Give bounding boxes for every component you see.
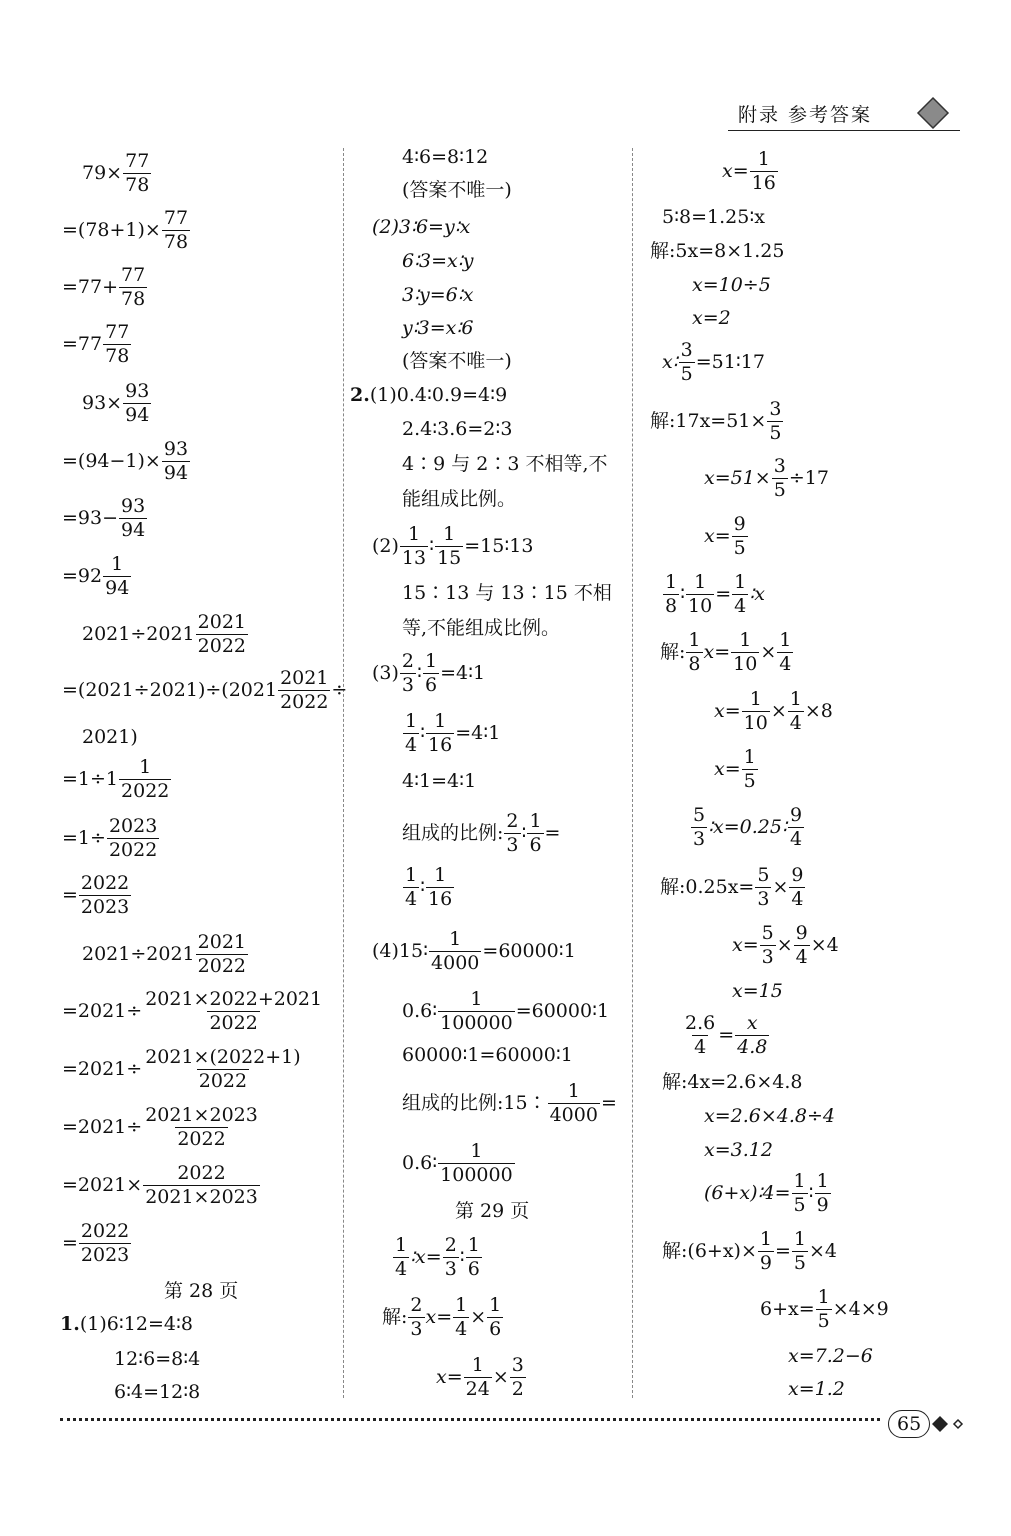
expr-line: x= $\frac{1}{5}$ (714, 746, 756, 792)
question-number: 1. (60, 1313, 80, 1335)
footer-diamond-icon (930, 1414, 966, 1434)
text-line: 15∶13 与 13∶15 不相 (402, 582, 612, 604)
note-line: (答案不唯一) (402, 350, 512, 372)
expr-line: (2) $\frac{1}{13}$ ∶ $\frac{1}{15}$ =15∶13 (372, 523, 534, 569)
expr-line: 1.(1)6∶12=4∶8 (60, 1313, 194, 1335)
expr-line: =2021÷ $\frac{2021\times(2022+1)}{2022}$ (62, 1046, 301, 1092)
expr-line: 组成的比例:15∶ $\frac{1}{4000}$ = (402, 1080, 617, 1126)
expr-line: x= $\frac{1}{10}$ × $\frac{1}{4}$ ×8 (714, 688, 833, 734)
expr-line: 12∶6=8∶4 (114, 1348, 201, 1370)
column-divider-1 (343, 148, 344, 1398)
expr-line: 0.6∶ $\frac{1}{100000}$ =60000∶1 (402, 988, 610, 1034)
expr-line: (3) $\frac{2}{3}$ ∶ $\frac{1}{6}$ =4∶1 (372, 650, 486, 696)
expr-line: 2021÷2021 $\frac{2021}{2022}$ (82, 931, 246, 977)
expr-line: 组成的比例: $\frac{2}{3}$ ∶ $\frac{1}{6}$ = (402, 810, 561, 856)
note-line: (答案不唯一) (402, 179, 512, 201)
expr-line: $\frac{5}{3}$ ∶x=0.25∶ $\frac{9}{4}$ (693, 804, 803, 850)
text-line: 4∶9 与 2∶3 不相等,不 (402, 453, 608, 475)
expr-line: x= $\frac{1}{16}$ (722, 148, 776, 194)
expr-line: (6+x)∶4= $\frac{1}{5}$ ∶ $\frac{1}{9}$ (704, 1170, 829, 1216)
expr-line: x= $\frac{9}{5}$ (704, 513, 746, 559)
question-number: 2. (350, 384, 370, 406)
expr-line: 解: $\frac{2}{3}$ x= $\frac{1}{4}$ × $\frac{1}{6}$ (382, 1294, 502, 1340)
expr-line: x=2.6×4.8÷4 (704, 1105, 835, 1127)
expr-line: 2.(1)0.4∶0.9=4∶9 (350, 384, 508, 406)
expr-line: (2)3∶6=y∶x (372, 216, 471, 238)
expr-line: 2.4∶3.6=2∶3 (402, 418, 513, 440)
expr-line: 解: $\frac{1}{8}$ x= $\frac{1}{10}$ × $\frac{1}{4}$ (660, 629, 792, 675)
expr-line: 79× $\frac{77}{78}$ (82, 150, 150, 196)
expr-line: 93× $\frac{93}{94}$ (82, 380, 150, 426)
expr-line: x=51× $\frac{3}{5}$ ÷17 (704, 455, 829, 501)
expr-line: =1÷1 $\frac{1}{2022}$ (62, 756, 170, 802)
expr-line: 4∶1=4∶1 (402, 770, 477, 792)
expr-line: 2021) (82, 726, 138, 748)
page-number: 65 (888, 1410, 930, 1438)
expr-line: 6+x= $\frac{1}{5}$ ×4×9 (760, 1286, 889, 1332)
expr-line: 解:(6+x)× $\frac{1}{9}$ = $\frac{1}{5}$ ×4 (662, 1228, 837, 1274)
expr-line: =1÷ $\frac{2023}{2022}$ (62, 815, 158, 861)
expr-line: =(78+1)× $\frac{77}{78}$ (62, 207, 189, 253)
expr-line: 解:4x=2.6×4.8 (662, 1071, 803, 1093)
footer-dotted-rule (60, 1418, 880, 1421)
expr-line: =(2021÷2021)÷(2021 $\frac{2021}{2022}$ ÷ (62, 667, 348, 713)
expr-line: x= $\frac{1}{24}$ × $\frac{3}{2}$ (436, 1354, 524, 1400)
expr-line: =2021× $\frac{2022}{2021\times 2023}$ (62, 1162, 258, 1208)
diamond-icon (916, 96, 950, 130)
expr-line: 60000∶1=60000∶1 (402, 1044, 573, 1066)
expr-line: 解:5x=8×1.25 (650, 240, 785, 262)
section-heading: 第 28 页 (164, 1280, 239, 1302)
expr-line: 3∶y=6∶x (402, 284, 474, 306)
expr-line: $\frac{1}{8}$ ∶ $\frac{1}{10}$ = $\frac{1}{4}$ ∶x (665, 571, 765, 617)
expr-line: x=3.12 (704, 1139, 773, 1161)
expr-line: 6∶3=x∶y (402, 250, 474, 272)
expr-line: x=1.2 (788, 1378, 845, 1400)
expr-line: 5∶8=1.25∶x (662, 206, 766, 228)
expr-line: 0.6∶ $\frac{1}{100000}$ (402, 1140, 513, 1186)
expr-line: 4∶6=8∶12 (402, 146, 489, 168)
header-title: 附录 参考答案 (738, 104, 873, 126)
expr-line: = $\frac{2022}{2023}$ (62, 872, 130, 918)
column-divider-2 (632, 148, 633, 1398)
expr-line: 2021÷2021 $\frac{2021}{2022}$ (82, 611, 246, 657)
expr-line: =77 $\frac{77}{78}$ (62, 321, 130, 367)
expr-line: =(94−1)× $\frac{93}{94}$ (62, 438, 189, 484)
expr-line: x=15 (732, 980, 783, 1002)
text-line: 等,不能组成比例。 (402, 617, 561, 639)
expr-line: x=7.2−6 (788, 1345, 873, 1367)
expr-line: = $\frac{2022}{2023}$ (62, 1220, 130, 1266)
expr-line: x=2 (692, 307, 731, 329)
expr-line: 解:0.25x= $\frac{5}{3}$ × $\frac{9}{4}$ (660, 864, 804, 910)
expr-line: x= $\frac{5}{3}$ × $\frac{9}{4}$ ×4 (732, 922, 839, 968)
expr-line: =77+ $\frac{77}{78}$ (62, 264, 146, 310)
expr-line: $\frac{1}{4}$ ∶ $\frac{1}{16}$ =4∶1 (405, 710, 501, 756)
expr-line: 解:17x=51× $\frac{3}{5}$ (650, 398, 782, 444)
expr-line: =93− $\frac{93}{94}$ (62, 495, 146, 541)
expr-line: (4)15∶ $\frac{1}{4000}$ =60000∶1 (372, 928, 576, 974)
expr-line: $\frac{2.6}{4}$ = $\frac{x}{4.8}$ (685, 1012, 768, 1058)
expr-line: x=10÷5 (692, 274, 771, 296)
expr-line: y∶3=x∶6 (402, 317, 474, 339)
expr-line: =2021÷ $\frac{2021\times 2023}{2022}$ (62, 1104, 258, 1150)
expr-line: =2021÷ $\frac{2021\times 2022+2021}{2022}$ (62, 988, 323, 1034)
expr-line: =92 $\frac{1}{94}$ (62, 553, 130, 599)
expr-line: x∶ $\frac{3}{5}$ =51∶17 (662, 339, 765, 385)
expr-line: $\frac{1}{4}$ ∶x= $\frac{2}{3}$ ∶ $\frac{1}{6}$ (395, 1234, 480, 1280)
expr-line: 6∶4=12∶8 (114, 1381, 201, 1403)
section-heading: 第 29 页 (455, 1200, 530, 1222)
text-line: 能组成比例。 (402, 488, 517, 510)
expr-line: $\frac{1}{4}$ ∶ $\frac{1}{16}$ (405, 864, 453, 910)
